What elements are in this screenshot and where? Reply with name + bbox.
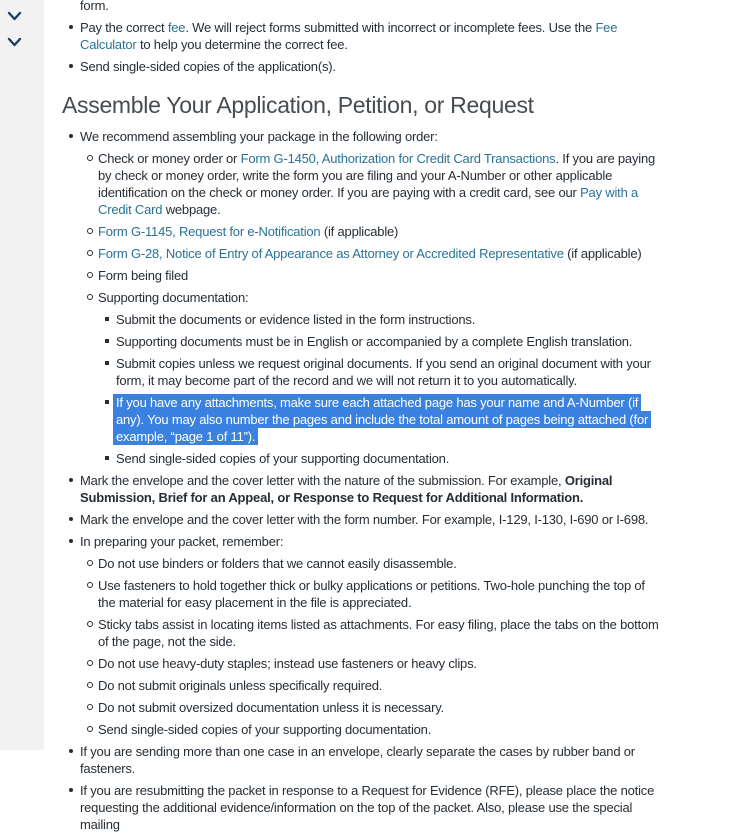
list-item — [62, 128, 662, 145]
list-item — [62, 677, 662, 694]
list-item — [62, 555, 662, 572]
disc-bullet — [69, 539, 73, 543]
text-link[interactable]: Form G-1450, Authorization for Credit Card Transactions — [240, 151, 556, 166]
text-link[interactable]: Form G-28, Notice of Entry of Appearance as Attorney or Accredited Representative — [98, 246, 564, 261]
disc-bullet — [69, 134, 73, 138]
text-run: Do not submit oversized documentation unless it is necessary. — [98, 700, 444, 715]
list-item — [62, 289, 662, 306]
square-bullet — [105, 339, 109, 343]
list-item — [62, 699, 662, 716]
text-run: Submit copies unless we request original documents. If you send an original document with your form, it may become part of the record and we will not return it to you automatically. — [116, 356, 651, 388]
text-run: If you are sending more than one case in an envelope, clearly separate the cases by rubber band or fasteners. — [80, 744, 635, 776]
text-run: Sticky tabs assist in locating items listed as attachments. For easy filing, place the tabs on the bottom of the page, not the side. — [98, 617, 659, 649]
list-item — [62, 743, 662, 777]
chevron-down-icon[interactable] — [7, 9, 25, 23]
list-item — [62, 267, 662, 284]
disc-bullet — [69, 517, 73, 521]
text-run: Do not use binders or folders that we cannot easily disassemble. — [98, 556, 457, 571]
list-item — [62, 472, 662, 506]
circle-bullet — [87, 294, 93, 300]
circle-bullet — [87, 621, 93, 627]
text-run: Use fasteners to hold together thick or bulky applications or petitions. Two-hole punching the top of the material for easy placement in the file is appreciated. — [98, 578, 645, 610]
circle-bullet — [87, 704, 93, 710]
text-run: Mark the envelope and the cover letter with the nature of the submission. For example, — [80, 473, 565, 488]
text-run: Check or money order or — [98, 151, 241, 166]
circle-bullet — [87, 228, 93, 234]
list-item — [62, 355, 662, 389]
text-run: to help you determine the correct fee. — [136, 37, 348, 52]
text-run: (if applicable) — [563, 246, 642, 261]
text-run: Mark the envelope and the cover letter with the form number. For example, I-129, I-130, I-690 or I-698. — [80, 512, 649, 527]
list-item — [62, 333, 662, 350]
list-item — [62, 782, 662, 833]
text-link[interactable]: fee — [167, 20, 186, 35]
text-run: In preparing your packet, remember: — [80, 534, 284, 549]
text-run: . We will reject forms submitted with incorrect or incomplete fees. Use the — [185, 20, 596, 35]
circle-bullet — [87, 155, 93, 161]
text-run: If you have any attachments, make sure each attached page has your name and A-Number (if any). You may also number the pages and include the total amount of pages being attached (for example, “page 1 of 11”). — [116, 395, 649, 444]
text-run: If you are resubmitting the packet in response to a Request for Evidence (RFE), please place the notice requesting the additional evidence/information on the top of the packet. Also, please use the special mailing — [80, 783, 655, 832]
text-link[interactable]: Pay with a Credit Card — [98, 185, 639, 217]
disc-bullet — [69, 788, 73, 792]
list-item — [62, 577, 662, 611]
list-item — [62, 19, 662, 53]
list-item — [62, 245, 662, 262]
circle-bullet — [87, 726, 93, 732]
disc-bullet — [69, 478, 73, 482]
list-item — [62, 450, 662, 467]
square-bullet — [105, 456, 109, 460]
list-item — [62, 655, 662, 672]
text-run: Form being filed — [98, 268, 189, 283]
intro-bullet-list — [62, 19, 662, 75]
text-run: Supporting documents must be in English or accompanied by a complete English translation. — [116, 334, 633, 349]
circle-bullet — [87, 682, 93, 688]
circle-bullet — [87, 660, 93, 666]
sidebar-rail — [0, 0, 44, 750]
text-run: Do not use heavy-duty staples; instead use fasteners or heavy clips. — [98, 656, 477, 671]
list-item — [62, 721, 662, 738]
selected-text-highlight — [113, 394, 651, 445]
text-run: We recommend assembling your package in the following order: — [80, 129, 438, 144]
text-run: Do not submit originals unless specifically required. — [98, 678, 383, 693]
text-run: Send single-sided copies of your supporting documentation. — [98, 722, 432, 737]
list-item — [62, 616, 662, 650]
text-run: webpage. — [162, 202, 221, 217]
list-item — [62, 394, 662, 445]
disc-bullet — [69, 64, 73, 68]
square-bullet — [105, 400, 109, 404]
square-bullet — [105, 317, 109, 321]
wrapped-line-continuation: form. — [80, 0, 109, 13]
text-link[interactable]: Fee Calculator — [80, 20, 618, 52]
bold-text: Original Submission, Brief for an Appeal, or Response to Request for Additional Information. — [80, 473, 613, 505]
circle-bullet — [87, 272, 93, 278]
text-run: Supporting documentation: — [98, 290, 249, 305]
assembly-bullet-list — [62, 128, 662, 833]
text-run: Send single-sided copies of the application(s). — [80, 59, 336, 74]
text-link[interactable]: Form G-1145, Request for e-Notification — [98, 224, 321, 239]
text-run: Pay the correct — [80, 20, 168, 35]
list-item — [62, 511, 662, 528]
circle-bullet — [87, 250, 93, 256]
circle-bullet — [87, 560, 93, 566]
text-run: (if applicable) — [320, 224, 399, 239]
section-heading: Assemble Your Application, Petition, or Request — [62, 92, 534, 118]
text-run: Submit the documents or evidence listed in the form instructions. — [116, 312, 476, 327]
list-item — [62, 58, 662, 75]
disc-bullet — [69, 25, 73, 29]
text-run: Send single-sided copies of your supporting documentation. — [116, 451, 450, 466]
list-item — [62, 533, 662, 550]
square-bullet — [105, 361, 109, 365]
page-content — [44, 0, 739, 832]
chevron-down-icon[interactable] — [7, 35, 25, 49]
list-item — [62, 150, 662, 218]
text-run: . If you are paying by check or money order, write the form you are filing and your A-Number or other applicable identification on the check or money order. If you are paying with a credit card, see our — [98, 151, 656, 200]
circle-bullet — [87, 582, 93, 588]
list-item — [62, 311, 662, 328]
list-item — [62, 223, 662, 240]
